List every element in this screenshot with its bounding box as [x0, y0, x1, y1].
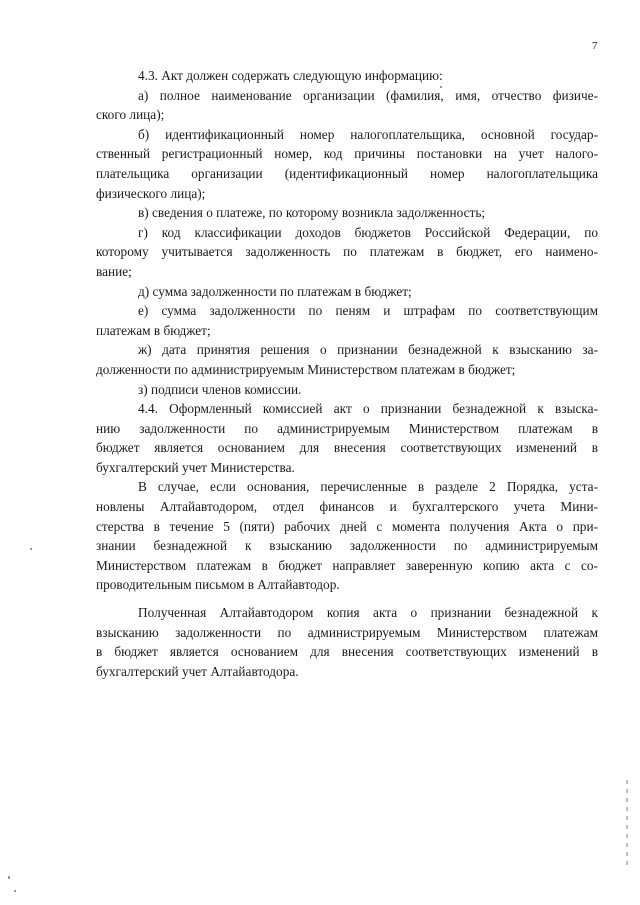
paragraph-line: нию задолженности по администрируемым Министерством платежам в [96, 420, 598, 436]
paragraph-line: бухгалтерский учет Министерства. [96, 459, 295, 475]
paragraph-line: в) сведения о платеже, по которому возникла задолженность; [138, 205, 486, 221]
list-item-g [96, 223, 598, 282]
list-item-zh [96, 340, 598, 379]
scan-edge-marks [626, 780, 628, 870]
paragraph-line: которому учитывается задолженность по платежам в бюджет, его наимено- [96, 244, 598, 260]
paragraph-4-3 [96, 66, 598, 86]
paragraph-line: вание; [96, 263, 132, 279]
list-item-a [96, 86, 598, 125]
paragraph-line: Министерством платежам в бюджет направляет заверенную копию акта с со- [96, 557, 598, 573]
scan-speck [8, 876, 10, 879]
paragraph-line: плательщика организации (идентификационный номер налогоплательщика [96, 165, 598, 181]
paragraph-line: платежам в бюджет; [96, 322, 211, 338]
paragraph-line: 4.4. Оформленный комиссией акт о признании безнадежной к взыска- [138, 401, 598, 417]
paragraph-line: долженности по администрируемым Министерством платежам в бюджет; [96, 361, 516, 377]
paragraph-line: ственный регистрационный номер, код причины постановки на учет налого- [96, 146, 598, 162]
paragraph-line: а) полное наименование организации (фамилия, имя, отчество физиче- [138, 87, 598, 103]
paragraph-line: ж) дата принятия решения о признании безнадежной к взысканию за- [138, 342, 598, 358]
paragraph-4-4 [96, 399, 598, 477]
paragraph-line: б) идентификационный номер налогоплательщика, основной государ- [138, 126, 598, 142]
paragraph-line: взысканию задолженности по администрируемым Министерством платежам [96, 624, 598, 640]
paragraph-line: е) сумма задолженности по пеням и штрафам по соответствующим [138, 303, 598, 319]
list-item-z [96, 380, 598, 400]
page-number: 7 [592, 40, 598, 52]
paragraph-line: г) код классификации доходов бюджетов Российской Федерации, по [138, 224, 598, 240]
list-item-e [96, 301, 598, 340]
paragraph-line: стерства в течение 5 (пяти) рабочих дней с момента получения Акта о при- [96, 518, 598, 534]
document-body [96, 66, 598, 681]
paragraph-line: з) подписи членов комиссии. [138, 381, 302, 397]
paragraph-line: бюджет является основанием для внесения соответствующих изменений в [96, 440, 598, 456]
scan-speck [30, 548, 32, 550]
paragraph-line: ского лица); [96, 107, 165, 123]
paragraph-line: в бюджет является основанием для внесения соответствующих изменений в [96, 644, 598, 660]
paragraph-case [96, 477, 598, 595]
paragraph-line: новлены Алтайавтодором, отдел финансов и бухгалтерского учета Мини- [96, 499, 598, 515]
paragraph-line: В случае, если основания, перечисленные в разделе 2 Порядка, уста- [138, 479, 598, 495]
paragraph-line: д) сумма задолженности по платежам в бюджет; [138, 283, 412, 299]
paragraph-line: 4.3. Акт должен содержать следующую информацию: [138, 68, 443, 83]
paragraph-received-copy [96, 603, 598, 681]
paragraph-line: проводительным письмом в Алтайавтодор. [96, 577, 340, 593]
scan-speck [440, 86, 442, 88]
list-item-v [96, 203, 598, 223]
paragraph-line: бухгалтерский учет Алтайавтодора. [96, 663, 299, 679]
paragraph-line: физического лица); [96, 185, 206, 201]
paragraph-line: Полученная Алтайавтодором копия акта о признании безнадежной к [138, 605, 598, 621]
paragraph-line: знании безнадежной к взысканию задолженности по администрируемым [96, 538, 598, 554]
list-item-b [96, 125, 598, 203]
list-item-d [96, 282, 598, 302]
scan-speck [14, 890, 16, 892]
paragraph-spacer [96, 595, 598, 603]
